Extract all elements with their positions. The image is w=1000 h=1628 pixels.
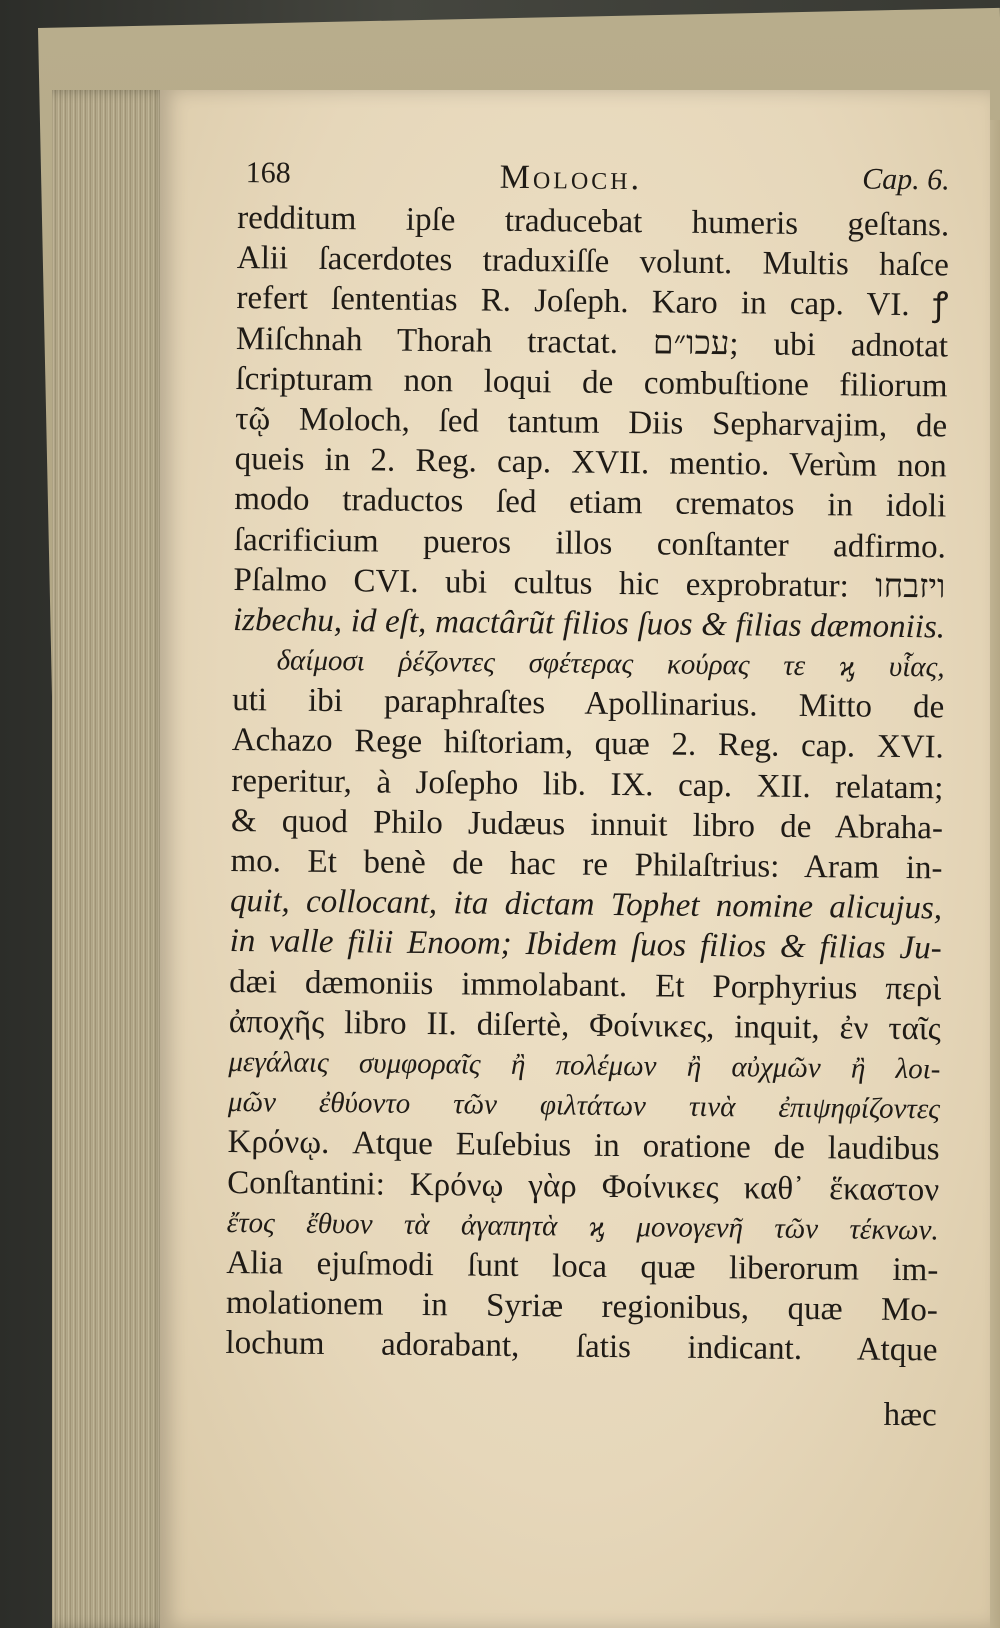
text-line: quit, collocant, ita dictam Tophet nomine alicujus, (229, 883, 943, 927)
running-title: Moloch. (499, 158, 643, 198)
text-line: ſacrificium pueros illos conſtanter adfirmo. (233, 521, 947, 565)
greek-line: μεγάλαις συμφοραῖς ἢ πολέμων ἢ αὐχμῶν ἢ λοι- (228, 1045, 941, 1086)
greek-line: μῶν ἐθύοντο τῶν φιλτάτων τινὰ ἐπιψηφίζοντες (227, 1086, 941, 1126)
text-line: Conſtantini: Κρόνῳ γὰρ Φοίνικες καθ᾽ ἕκαστον (226, 1164, 940, 1208)
text-line: Pſalmo CVI. ubi cultus hic exprobratur: ויזבחו (233, 561, 946, 606)
catchword: hæc (883, 1396, 937, 1434)
text-line: mo. Et benè de hac re Philaſtrius: Aram in- (230, 842, 943, 887)
chapter-reference: Cap. 6. (862, 162, 950, 197)
page-number: 168 (245, 156, 291, 190)
text-line: refert ſententias R. Joſeph. Karo in cap. VI. ꝭ (236, 280, 949, 324)
text-line: Achazo Rege hiſtoriam, quæ 2. Reg. cap. XVI. (231, 722, 944, 766)
running-head (237, 150, 949, 205)
text-line: & quod Philo Judæus innuit libro de Abraha- (230, 802, 944, 847)
text-line: ἀποχῆς libro II. diſertè, Φοίνικες, inquit, ἐν ταῖς (228, 1003, 942, 1048)
text-line: Alii ſacerdotes traduxiſſe volunt. Multis haſce (236, 240, 950, 284)
text-line: dæi dæmoniis immolabant. Et Porphyrius περὶ (229, 963, 942, 1007)
text-line: Κρόνῳ. Atque Euſebius in oratione de laudibus (227, 1124, 940, 1168)
page-text (224, 150, 950, 1457)
text-line: queis in 2. Reg. cap. XVII. mentio. Verùm non (234, 441, 947, 485)
greek-verse-line: δαίμοσι ῥέζοντες σφέτερας κούρας τε ϗ υἷας, (276, 644, 945, 684)
text-line: Alia ejuſmodi ſunt loca quæ liberorum im- (226, 1244, 939, 1289)
text-line: τῷ Moloch, ſed tantum Diis Sepharvajim, de (234, 400, 948, 445)
text-line: in valle filii Enoom; Ibidem ſuos filios & filias Ju- (229, 923, 942, 967)
text-line: modo traductos ſed etiam crematos in idoli (234, 481, 947, 525)
text-line: izbechu, id eſt, mactârũt filios ſuos & filias dæmoniis. (232, 601, 946, 646)
text-line: reperitur, à Joſepho lib. IX. cap. XII. relatam; (231, 762, 944, 807)
text-line: lochum adorabant, ſatis indicant. Atque (225, 1325, 938, 1369)
text-line: Miſchnah Thorah tractat. עכו״ם; ubi adnotat (235, 320, 949, 365)
text-line: ſcripturam non loqui de combuſtione filiorum (235, 360, 948, 405)
text-line: uti ibi paraphraſtes Apollinarius. Mitto de (232, 682, 945, 726)
text-line: redditum ipſe traducebat humeris geſtans. (237, 199, 950, 244)
page-edges (52, 90, 170, 1628)
text-line: molationem in Syriæ regionibus, quæ Mo- (225, 1285, 939, 1329)
greek-line: ἔτος ἔθυον τὰ ἀγαπητὰ ϗ μονογενῆ τῶν τέκνων. (226, 1206, 939, 1247)
